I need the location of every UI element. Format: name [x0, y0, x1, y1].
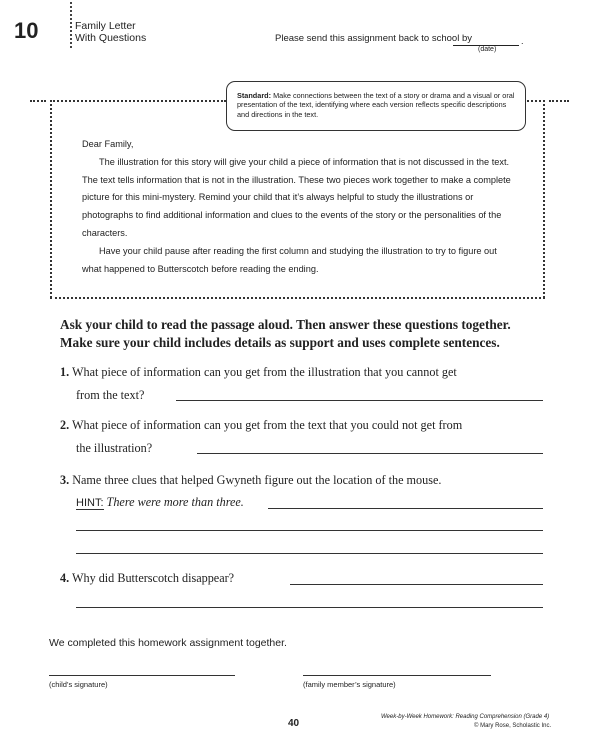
question-3-line1: [60, 473, 441, 488]
credit-copyright: © Mary Rose, Scholastic Inc.: [474, 723, 552, 729]
answer-line[interactable]: [176, 400, 543, 401]
instructions-line2: Make sure your child includes details as support and uses complete sentences.: [60, 335, 500, 350]
header-divider: [70, 2, 72, 48]
answer-line[interactable]: [76, 530, 543, 531]
question-1-line2: from the text?: [76, 388, 145, 402]
lesson-label-line1: Family Letter: [75, 20, 136, 32]
completion-statement: We completed this homework assignment together.: [49, 637, 287, 649]
letter-paragraph-2: Have your child pause after reading the first column and studying the illustration to try to figure out what happened to Butterscotch before reading the ending.: [82, 245, 497, 274]
dotted-divider-right: [549, 100, 569, 102]
answer-line[interactable]: [197, 453, 543, 454]
question-4-text: Why did Butterscotch disappear?: [71, 571, 235, 585]
hint: [76, 495, 244, 510]
child-signature-label: (child’s signature): [49, 680, 108, 689]
family-signature-label: (family member’s signature): [303, 680, 396, 689]
question-2-number: 2.: [60, 418, 70, 432]
standard-text: Make connections between the text of a story or drama and a visual or oral presentation of the text, identifying where each version reflects specific descriptions and directions in the text.: [237, 91, 515, 119]
dotted-divider-left: [30, 100, 46, 102]
lesson-label-line2: With Questions: [75, 32, 147, 44]
standard-box: [226, 81, 526, 131]
answer-line[interactable]: [290, 584, 543, 585]
letter-box-bottom: [50, 297, 545, 299]
letter-box-left: [50, 100, 52, 298]
question-4-line1: [60, 571, 234, 586]
credit-title: Week-by-Week Homework: Reading Comprehension (Grade 4): [381, 714, 550, 720]
question-2-line2: the illustration?: [76, 441, 153, 455]
answer-line[interactable]: [76, 607, 543, 608]
letter-box-top-left: [50, 100, 226, 102]
instructions: [60, 316, 560, 352]
instructions-line1: Ask your child to read the passage aloud. Then answer these questions together.: [60, 317, 511, 332]
lesson-label: [75, 20, 146, 44]
standard-label: Standard:: [237, 91, 272, 100]
send-back-period: .: [521, 36, 524, 46]
page-number: 40: [288, 718, 300, 729]
question-1-number: 1.: [60, 365, 70, 379]
answer-line[interactable]: [268, 508, 543, 509]
family-letter: [82, 136, 518, 278]
letter-paragraph-1: The illustration for this story will give your child a piece of information that is not discussed in the text. The text tells information that is not in the illustration. These two pieces work together to make a complete picture for this mini-mystery. Remind your child that it’s always helpful to study the illustrations or photographs to find additional information and clues to the events of the story or the personalities of the characters.: [82, 156, 511, 238]
letter-salutation: Dear Family,: [82, 139, 134, 149]
answer-line[interactable]: [76, 553, 543, 554]
lesson-number: 10: [14, 18, 39, 43]
question-2-text: What piece of information can you get from the text that you could not get from: [71, 418, 463, 432]
letter-box-right: [543, 100, 545, 298]
send-back-text: Please send this assignment back to school by: [275, 33, 472, 44]
family-signature-line[interactable]: [303, 675, 491, 676]
hint-label: HINT:: [76, 497, 104, 509]
question-3-number: 3.: [60, 473, 70, 487]
date-label: (date): [478, 46, 497, 53]
question-2-line1: [60, 418, 462, 433]
question-1-text: What piece of information can you get from the illustration that you cannot get: [71, 365, 457, 379]
question-3-text: Name three clues that helped Gwyneth figure out the location of the mouse.: [72, 473, 442, 487]
hint-text: There were more than three.: [106, 495, 244, 509]
question-1-line1: [60, 365, 457, 380]
question-4-number: 4.: [60, 571, 70, 585]
child-signature-line[interactable]: [49, 675, 235, 676]
